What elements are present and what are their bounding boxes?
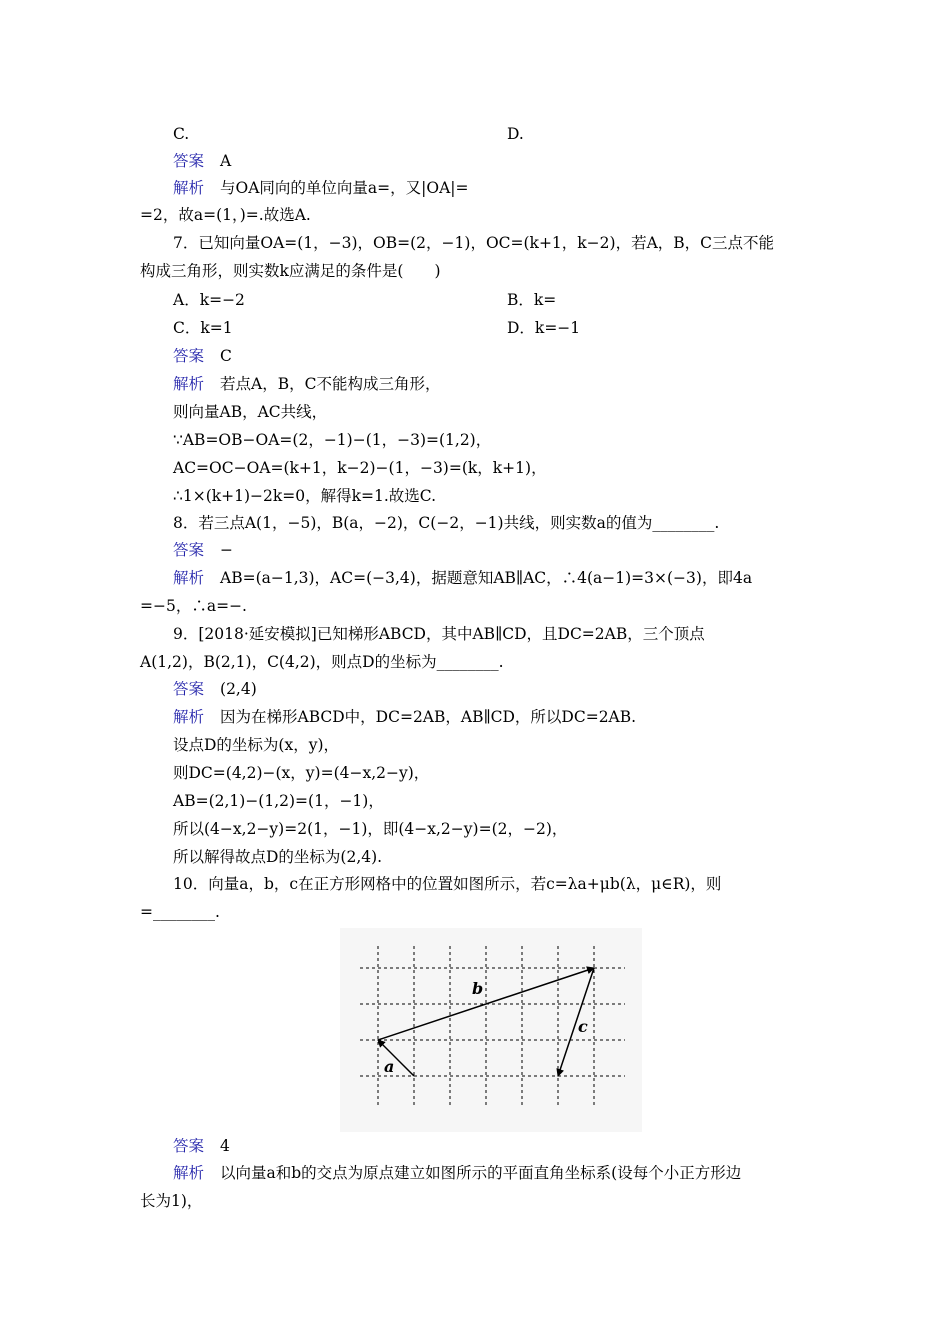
q10-analysis-line <box>173 1163 853 1183</box>
q6-analysis-cont: =2，故a=(1，)=.故选A. <box>140 206 311 224</box>
q7-option-a: A．k=−2 <box>173 291 245 309</box>
q9-answer-line <box>173 679 853 699</box>
q9-analysis-3: 则DC=(4,2)−(x，y)=(4−x,2−y)， <box>173 764 430 782</box>
q9-analysis-4: AB=(2,1)−(1,2)=(1，−1)， <box>173 792 384 810</box>
q6-analysis-line <box>173 178 853 198</box>
q9-answer: (2,4) <box>220 680 257 698</box>
q7-answer-line <box>173 346 853 366</box>
vector-grid-figure <box>340 928 642 1132</box>
q9-analysis-6: 所以解得故点D的坐标为(2,4). <box>173 848 383 866</box>
q6-option-c: C. <box>173 125 190 143</box>
q8-stem: 8．若三点A(1，−5)，B(a，−2)，C(−2，−1)共线，则实数a的值为________. <box>173 514 720 532</box>
q7-option-b: B．k= <box>507 291 557 309</box>
q10-answer: 4 <box>220 1137 230 1155</box>
q8-analysis-cont: =−5，∴a=−. <box>140 597 247 615</box>
answer-label: 答案 <box>173 347 205 365</box>
analysis-label: 解析 <box>173 569 205 587</box>
q7-analysis-3: ∵AB=OB−OA=(2，−1)−(1，−3)=(1,2)， <box>173 431 492 449</box>
q8-answer-line <box>173 540 853 560</box>
q8-analysis-text: AB=(a−1,3)，AC=(−3,4)，据题意知AB∥AC，∴4(a−1)=3×(−3)，即4a <box>220 569 753 587</box>
q7-stem-2: 构成三角形，则实数k应满足的条件是( ) <box>140 262 441 280</box>
q10-analysis-text: 以向量a和b的交点为原点建立如图所示的平面直角坐标系(设每个小正方形边 <box>220 1164 742 1182</box>
q9-stem-1: 9．[2018·延安模拟]已知梯形ABCD，其中AB∥CD，且DC=2AB，三个顶点 <box>173 625 705 643</box>
q8-answer: − <box>220 541 234 559</box>
q7-option-d: D．k=−1 <box>507 319 581 337</box>
answer-label: 答案 <box>173 1137 205 1155</box>
q7-analysis-4: AC=OC−OA=(k+1，k−2)−(1，−3)=(k，k+1)， <box>173 459 547 477</box>
q10-answer-line <box>173 1136 853 1156</box>
vector-a-label: a <box>384 1057 395 1076</box>
q7-answer: C <box>220 347 232 365</box>
analysis-label: 解析 <box>173 708 205 726</box>
q6-analysis-text: 与OA同向的单位向量a=，又|OA|= <box>220 179 469 197</box>
q7-analysis-text: 若点A，B，C不能构成三角形， <box>220 375 441 393</box>
q9-analysis-text: 因为在梯形ABCD中，DC=2AB，AB∥CD，所以DC=2AB. <box>220 708 637 726</box>
q7-stem-1: 7．已知向量OA=(1，−3)，OB=(2，−1)，OC=(k+1，k−2)，若A，B，C三点不能 <box>173 234 775 252</box>
q8-analysis-line <box>173 568 853 588</box>
q10-stem-2: =________. <box>140 903 220 921</box>
q9-analysis-5: 所以(4−x,2−y)=2(1，−1)，即(4−x,2−y)=(2，−2)， <box>173 820 568 838</box>
q7-analysis-5: ∴1×(k+1)−2k=0，解得k=1.故选C. <box>173 487 437 505</box>
q9-analysis-line <box>173 707 853 727</box>
analysis-label: 解析 <box>173 179 205 197</box>
answer-label: 答案 <box>173 680 205 698</box>
q7-option-c: C．k=1 <box>173 319 233 337</box>
q6-option-d: D. <box>507 125 524 143</box>
q7-analysis-line <box>173 374 853 394</box>
answer-label: 答案 <box>173 541 205 559</box>
q10-stem-1: 10．向量a，b，c在正方形网格中的位置如图所示，若c=λa+μb(λ，μ∈R)，则 <box>173 875 722 893</box>
analysis-label: 解析 <box>173 375 205 393</box>
q9-analysis-2: 设点D的坐标为(x，y)， <box>173 736 340 754</box>
analysis-label: 解析 <box>173 1164 205 1182</box>
q10-analysis-cont: 长为1)， <box>140 1192 203 1210</box>
q9-stem-2: A(1,2)，B(2,1)，C(4,2)，则点D的坐标为________. <box>140 653 504 671</box>
vector-grid-svg <box>340 928 642 1132</box>
q6-answer: A <box>220 152 232 170</box>
q6-answer-line <box>173 151 853 171</box>
vector-c-label: c <box>578 1017 588 1036</box>
q7-analysis-2: 则向量AB，AC共线， <box>173 403 328 421</box>
vector-b-label: b <box>472 979 484 998</box>
answer-label: 答案 <box>173 152 205 170</box>
vector-c-arrow <box>558 968 594 1076</box>
